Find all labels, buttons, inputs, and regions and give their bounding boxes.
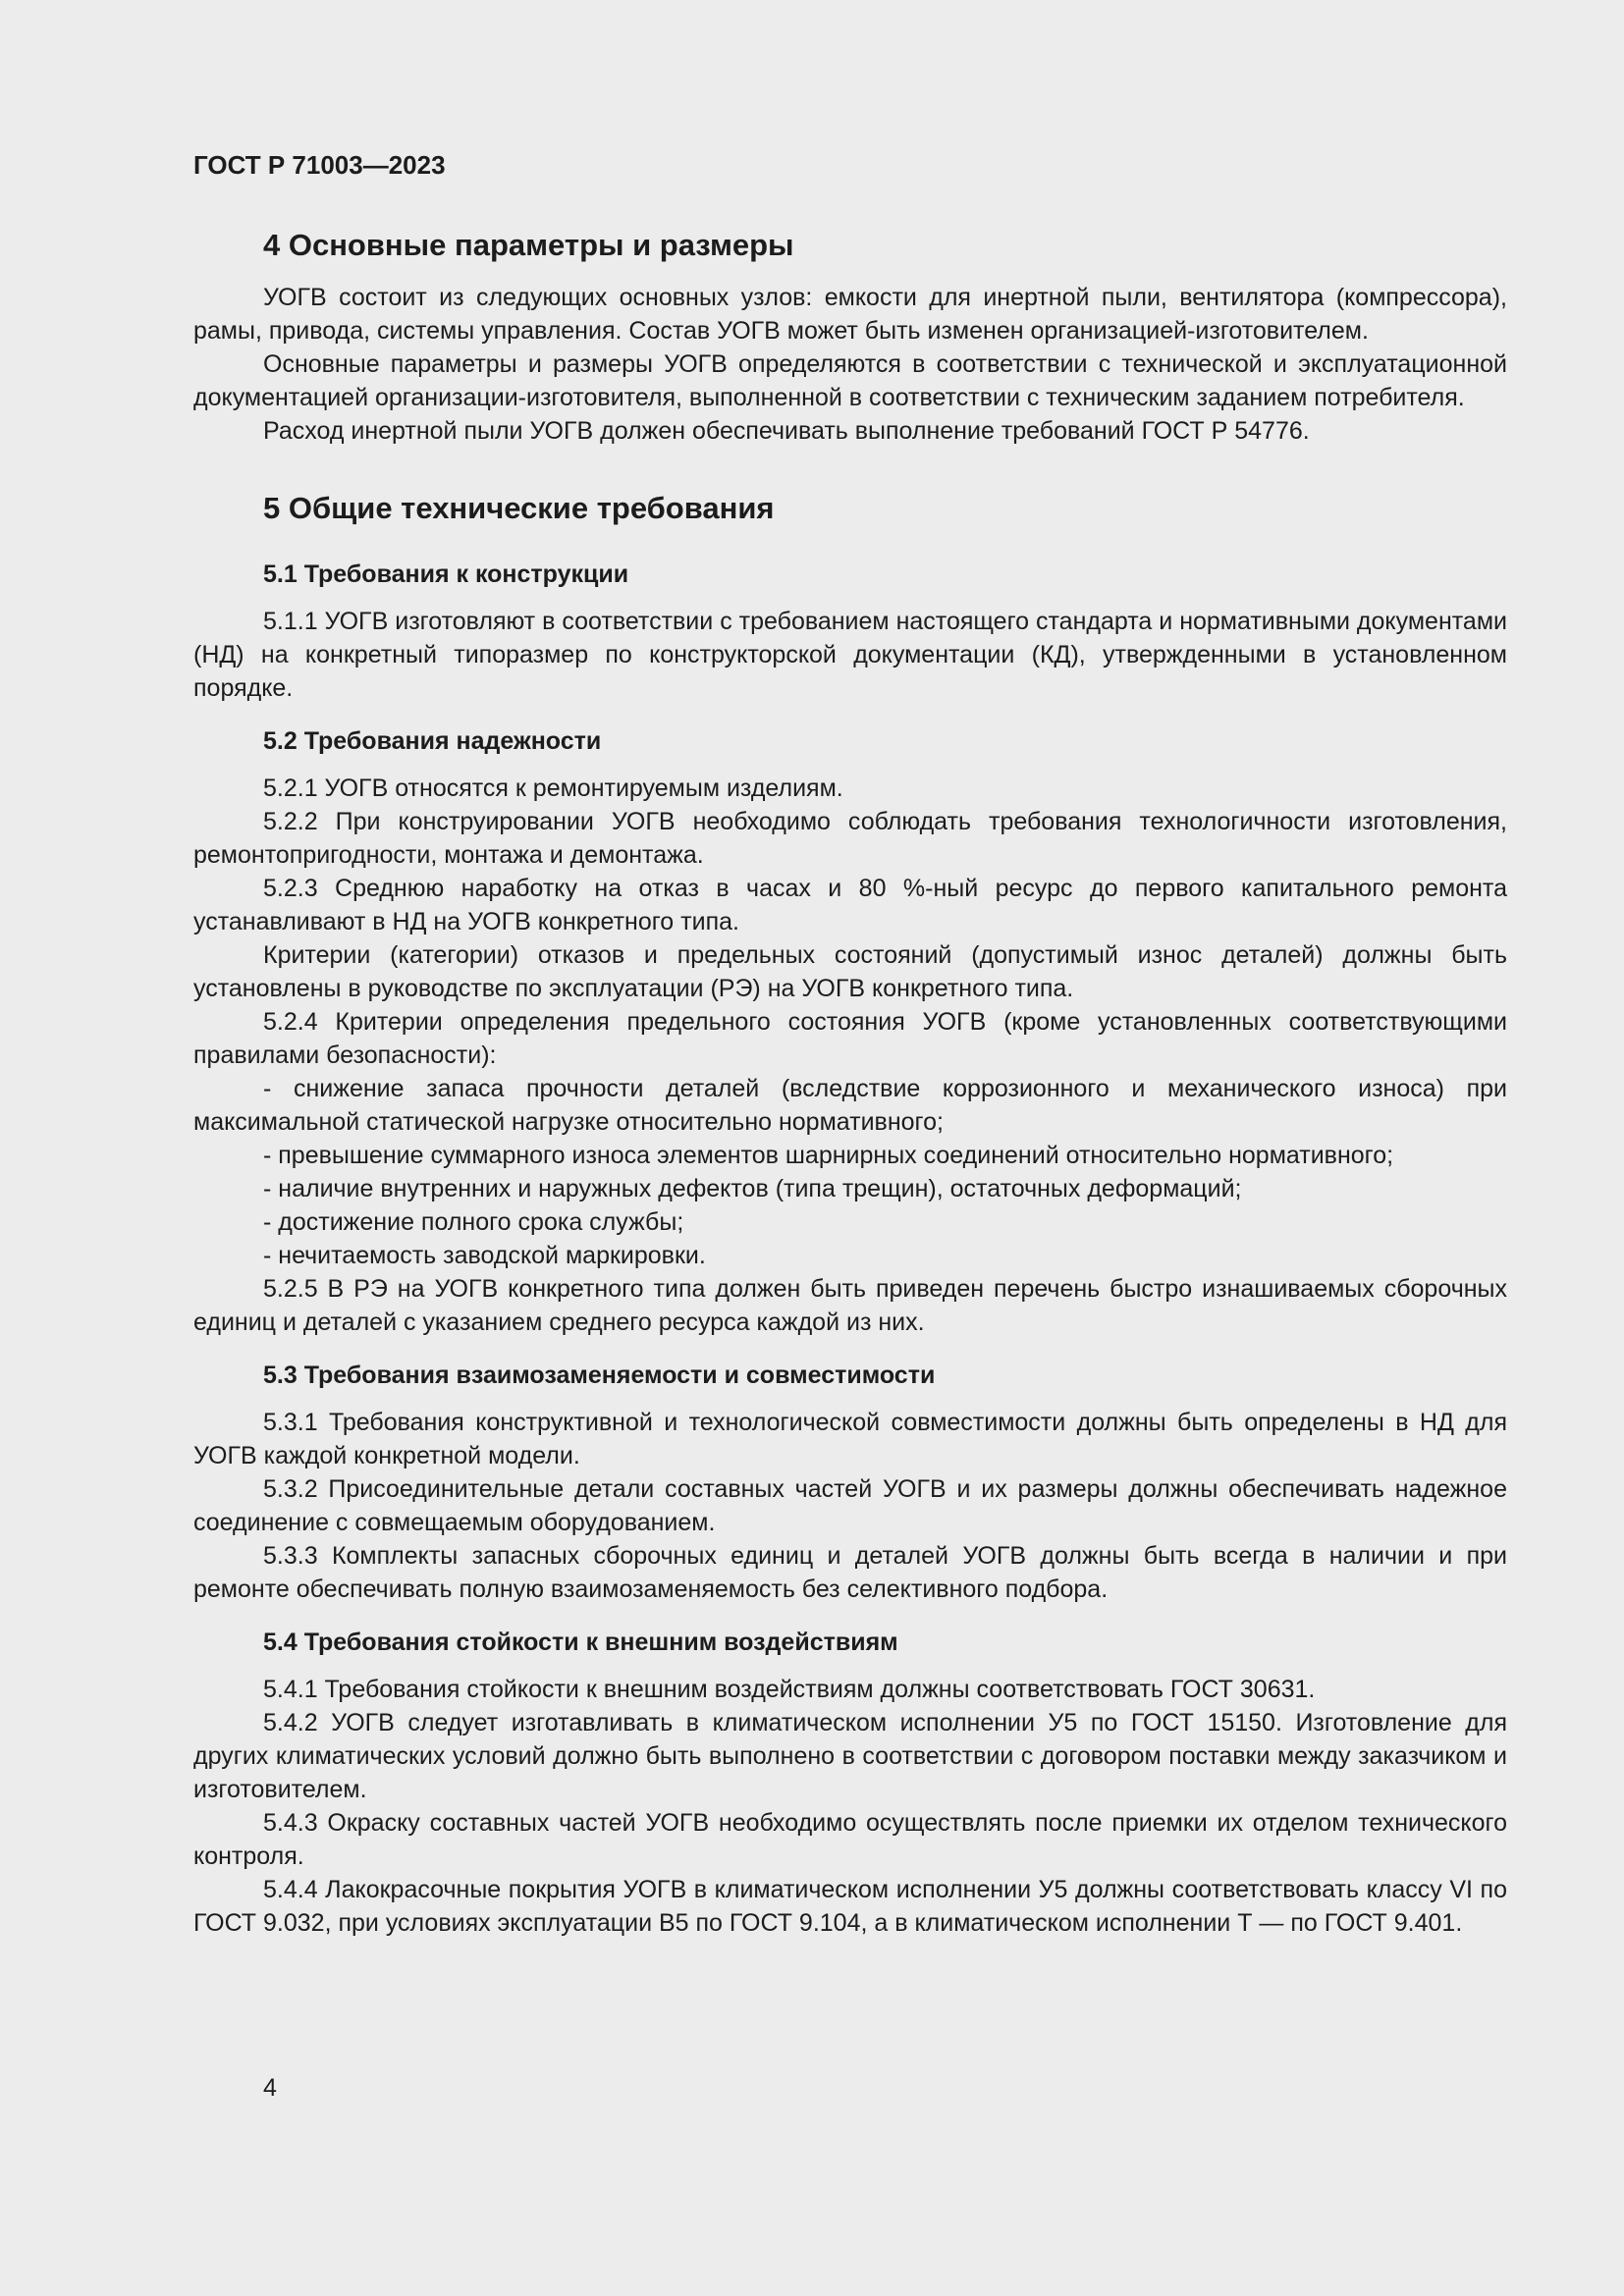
- paragraph: 5.4.3 Окраску составных частей УОГВ необходимо осуществлять после приемки их отделом технического контроля.: [193, 1809, 1507, 1870]
- page-number: 4: [263, 2074, 277, 2102]
- paragraph: Расход инертной пыли УОГВ должен обеспечивать выполнение требований ГОСТ Р 54776.: [263, 417, 1310, 445]
- paragraph: 5.2.1 УОГВ относятся к ремонтируемым изделиям.: [263, 774, 843, 802]
- subsection-5-4-title: 5.4 Требования стойкости к внешним воздействиям: [263, 1629, 898, 1656]
- list-item: - нечитаемость заводской маркировки.: [263, 1242, 706, 1269]
- document-header: ГОСТ Р 71003—2023: [193, 150, 446, 180]
- paragraph: 5.4.4 Лакокрасочные покрытия УОГВ в климатическом исполнении У5 должны соответствовать классу VI по ГОСТ 9.032, при условиях эксплуатации В5 по ГОСТ 9.104, а в климатическом исполнении Т — по ГОСТ 9.401.: [193, 1876, 1507, 1937]
- subsection-5-2-title: 5.2 Требования надежности: [263, 727, 602, 755]
- paragraph: 5.2.5 В РЭ на УОГВ конкретного типа должен быть приведен перечень быстро изнашиваемых сборочных единиц и деталей с указанием среднего ресурса каждой из них.: [193, 1275, 1507, 1336]
- section-4-title: 4 Основные параметры и размеры: [263, 228, 794, 262]
- paragraph: 5.3.2 Присоединительные детали составных частей УОГВ и их размеры должны обеспечивать надежное соединение с совмещаемым оборудованием.: [193, 1475, 1507, 1536]
- subsection-5-3-title: 5.3 Требования взаимозаменяемости и совместимости: [263, 1362, 936, 1389]
- paragraph: УОГВ состоит из следующих основных узлов: емкости для инертной пыли, вентилятора (компрессора), рамы, привода, системы управления. Состав УОГВ может быть изменен организацией-изготовителем.: [193, 284, 1507, 345]
- list-item: - превышение суммарного износа элементов шарнирных соединений относительно нормативного;: [263, 1142, 1394, 1169]
- paragraph: 5.4.2 УОГВ следует изготавливать в климатическом исполнении У5 по ГОСТ 15150. Изготовление для других климатических условий должно быть выполнено в соответствии с договором поставки между заказчиком и изготовителем.: [193, 1709, 1507, 1803]
- paragraph: Основные параметры и размеры УОГВ определяются в соответствии с технической и эксплуатационной документацией организации-изготовителя, выполненной в соответствии с техническим заданием потребителя.: [193, 350, 1507, 411]
- paragraph: Критерии (категории) отказов и предельных состояний (допустимый износ деталей) должны быть установлены в руководстве по эксплуатации (РЭ) на УОГВ конкретного типа.: [193, 941, 1507, 1002]
- list-item: - наличие внутренних и наружных дефектов (типа трещин), остаточных деформаций;: [263, 1175, 1242, 1202]
- list-item: - достижение полного срока службы;: [263, 1208, 684, 1236]
- list-item: - снижение запаса прочности деталей (вследствие коррозионного и механического износа) при максимальной статической нагрузке относительно нормативного;: [193, 1075, 1507, 1136]
- paragraph: 5.2.3 Среднюю наработку на отказ в часах и 80 %-ный ресурс до первого капитального ремонта устанавливают в НД на УОГВ конкретного типа.: [193, 875, 1507, 935]
- paragraph: 5.3.1 Требования конструктивной и технологической совместимости должны быть определены в НД для УОГВ каждой конкретной модели.: [193, 1409, 1507, 1469]
- paragraph: 5.4.1 Требования стойкости к внешним воздействиям должны соответствовать ГОСТ 30631.: [263, 1676, 1316, 1703]
- page: [193, 145, 1507, 1940]
- paragraph: 5.1.1 УОГВ изготовляют в соответствии с требованием настоящего стандарта и нормативными документами (НД) на конкретный типоразмер по конструкторской документации (КД), утвержденными в установленном порядке.: [193, 608, 1507, 702]
- paragraph: 5.2.2 При конструировании УОГВ необходимо соблюдать требования технологичности изготовления, ремонтопригодности, монтажа и демонтажа.: [193, 808, 1507, 869]
- subsection-5-1-title: 5.1 Требования к конструкции: [263, 561, 629, 588]
- paragraph: 5.2.4 Критерии определения предельного состояния УОГВ (кроме установленных соответствующими правилами безопасности):: [193, 1008, 1507, 1069]
- section-5-title: 5 Общие технические требования: [263, 491, 775, 525]
- paragraph: 5.3.3 Комплекты запасных сборочных единиц и деталей УОГВ должны быть всегда в наличии и при ремонте обеспечивать полную взаимозаменяемость без селективного подбора.: [193, 1542, 1507, 1603]
